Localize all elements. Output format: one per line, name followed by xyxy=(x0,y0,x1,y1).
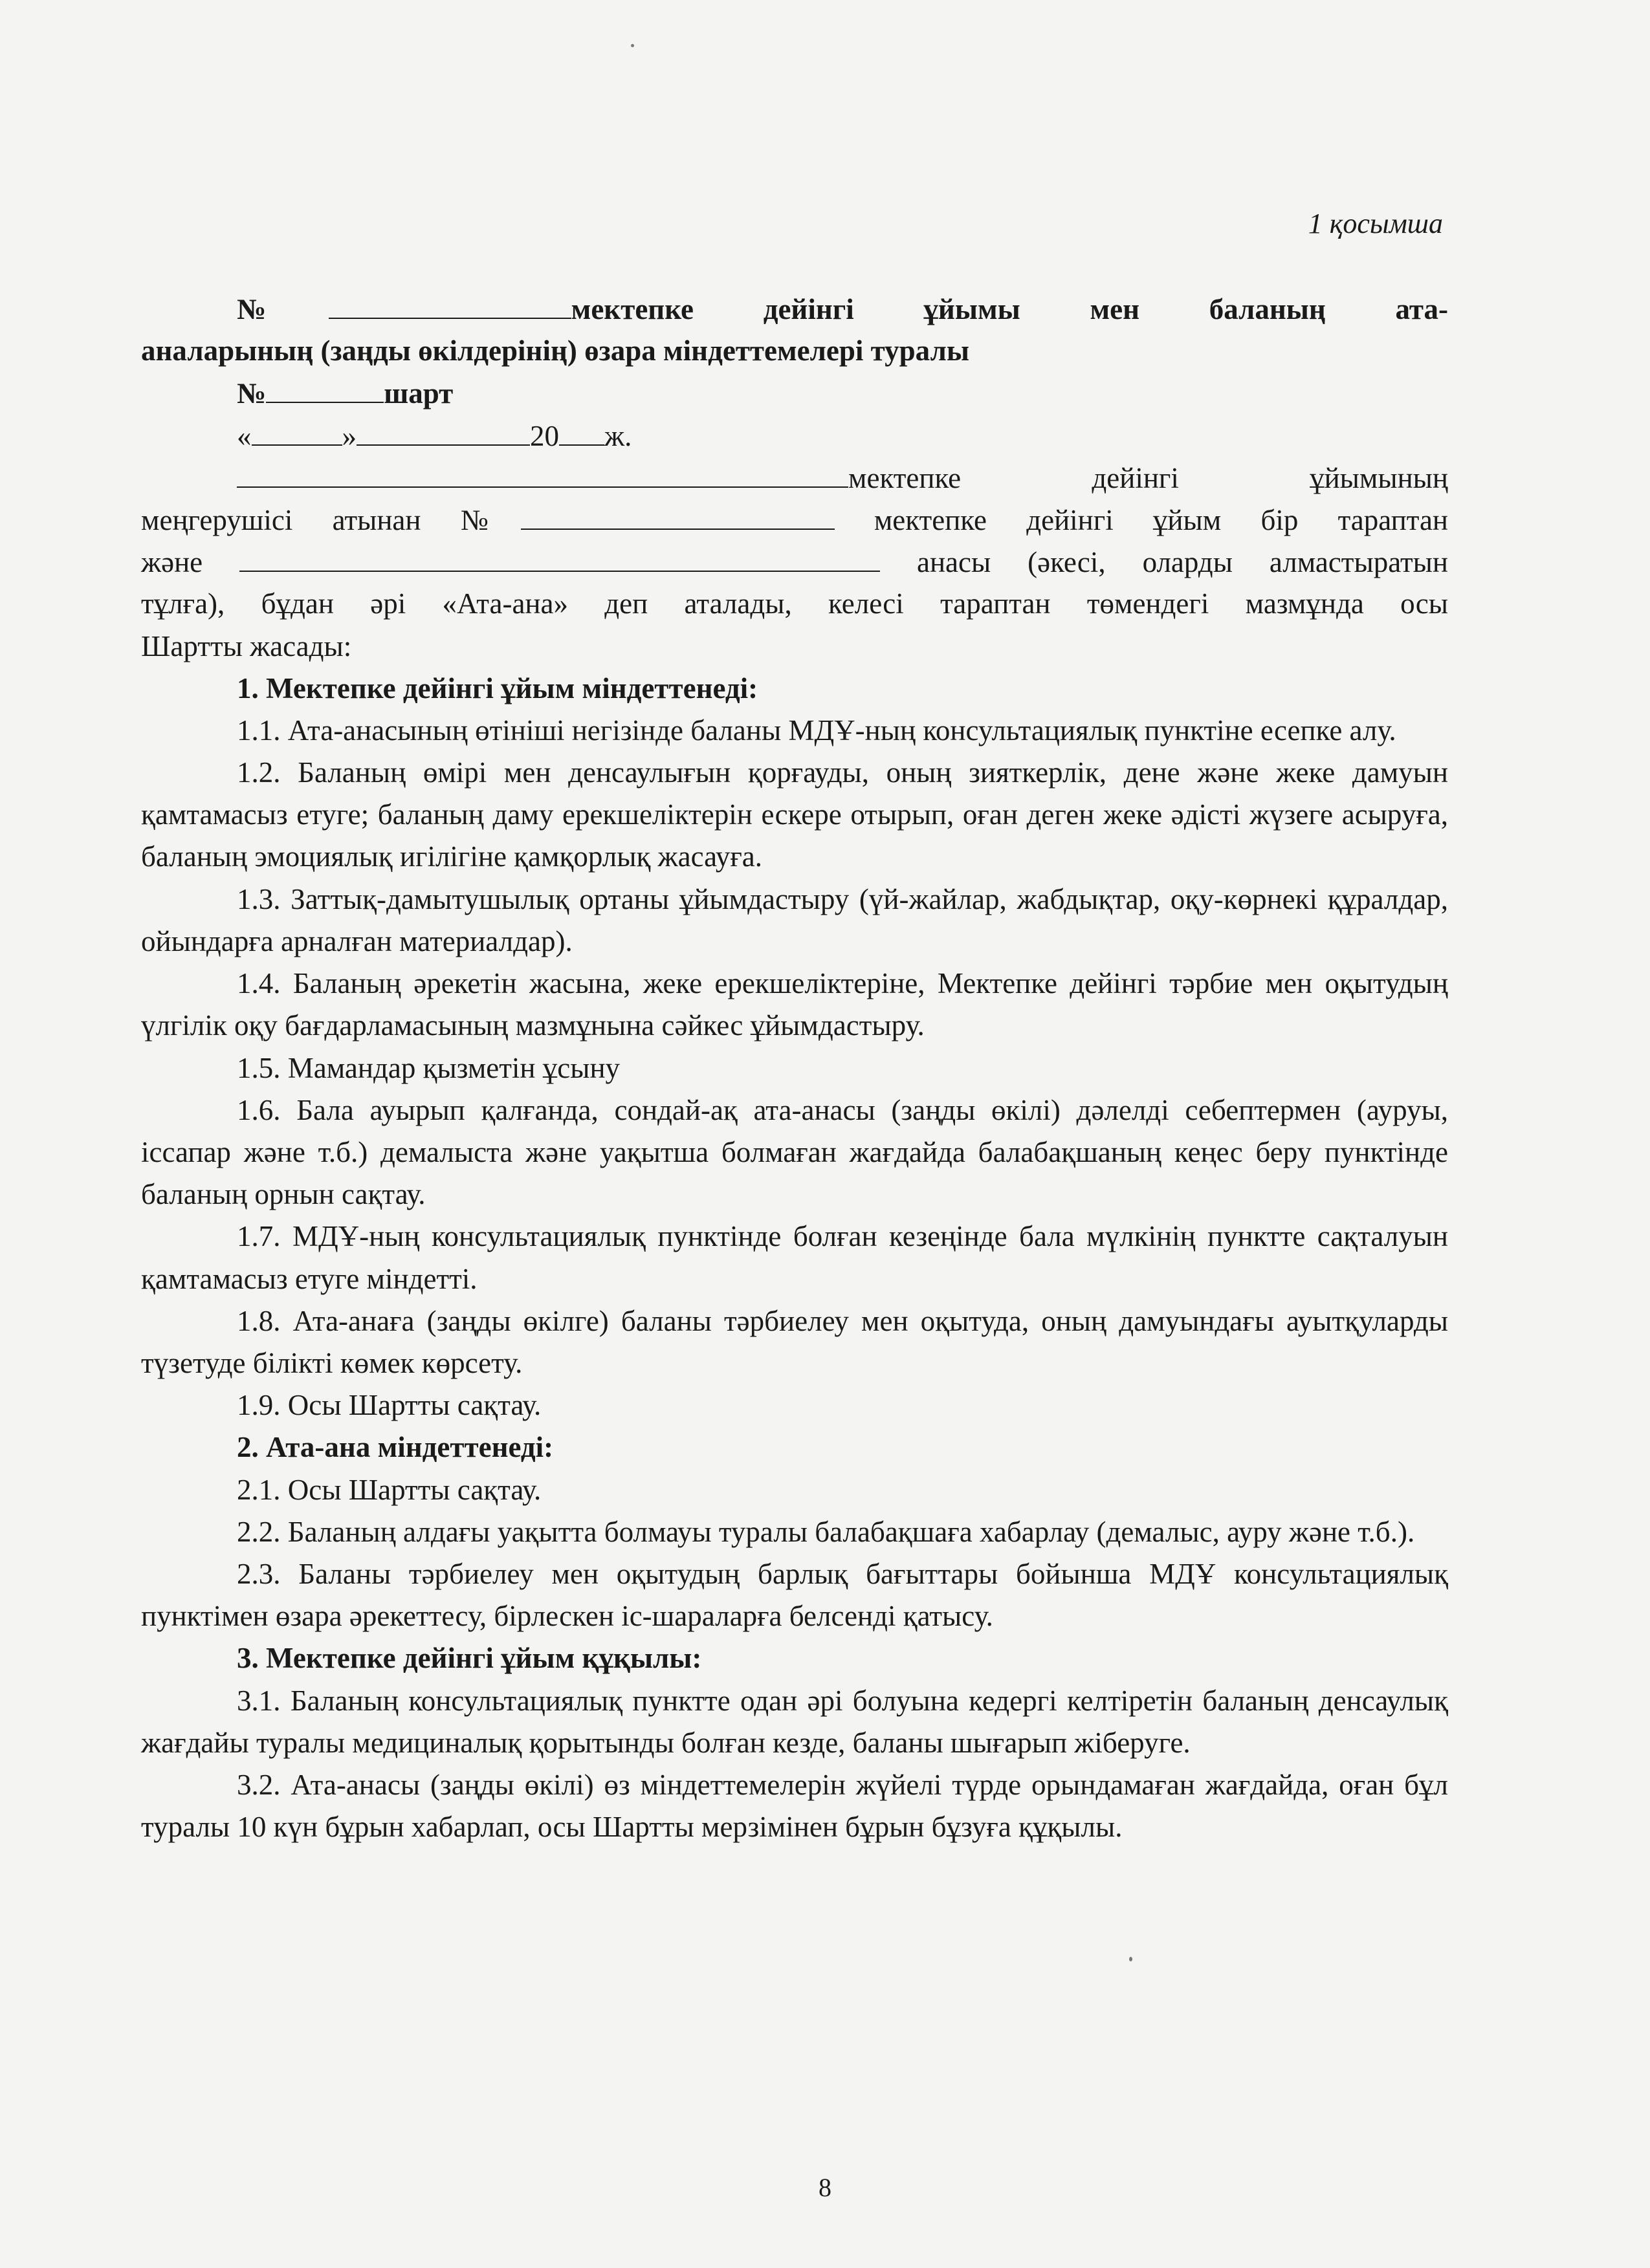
contract-number-line xyxy=(141,372,1448,414)
clause-1-8: 1.8. Ата-анаға (заңды өкілге) баланы тәрбиелеу мен оқытуда, оның дамуындағы ауытқуларды түзетуде білікті көмек көрсету. xyxy=(141,1304,1448,1379)
clause-1-6: 1.6. Бала ауырып қалғанда, сондай-ақ ата-анасы (заңды өкілі) дәлелді себептермен (ауруы, іссапар және т.б.) демалыста және уақытша болмаған жағдайда балабақшаның кеңес беру пунктінде баланың орнын сақтау. xyxy=(141,1093,1448,1211)
intro-line-4: тұлға), бұдан әрі «Ата-ана» деп аталады, келесі тараптан төмендегі мазмұнда осы xyxy=(141,587,1448,620)
day-blank xyxy=(252,415,342,446)
title-no-sign: № xyxy=(237,293,329,325)
intro-line-1-text: мектепке дейінгі ұйымының xyxy=(848,461,1448,494)
clause-1-2: 1.2. Баланың өмірі мен денсаулығын қорғауды, оның зияткерлік, дене және жеке дамуын қамтамасыз етуге; баланың даму ерекшеліктерін ескере отырып, оған деген жеке әдісті жүзеге асыруға, баланың эмоциялық игілігіне қамқорлық жасауға. xyxy=(141,756,1448,873)
year-suffix: ж. xyxy=(604,419,632,452)
intro-line-5: Шартты жасады: xyxy=(141,629,352,662)
attachment-label: 1 қосымша xyxy=(1308,208,1443,239)
parent-name-blank xyxy=(239,541,880,572)
scan-speck xyxy=(1129,1957,1132,1961)
intro-line-2-text-a: меңгерушісі атынан № xyxy=(141,503,521,536)
clause-1-3: 1.3. Заттық-дамытушылық ортаны ұйымдастыру (үй-жайлар, жабдықтар, оқу-көрнекі құралдар, ойындарға арналған материалдар). xyxy=(141,882,1448,957)
year-blank xyxy=(559,415,604,446)
section-2-heading: 2. Ата-ана міндеттенеді: xyxy=(237,1431,554,1464)
page-number: 8 xyxy=(819,2173,831,2202)
contract-word: шарт xyxy=(384,377,454,410)
intro-line-3-text-a: және xyxy=(141,546,240,579)
contract-body xyxy=(141,288,1448,1848)
clause-1-1: 1.1. Ата-анасының өтініші негізінде баланы МДҰ-ның консультациялық пунктіне есепке алу. xyxy=(237,714,1396,747)
date-open-quote: « xyxy=(237,419,252,452)
clause-2-1: 2.1. Осы Шартты сақтау. xyxy=(237,1473,542,1506)
intro-line-2-text-b: мектепке дейінгі ұйым бір тараптан xyxy=(834,503,1448,536)
clause-1-7: 1.7. МДҰ-ның консультациялық пунктінде болған кезеңінде бала мүлкінің пунктте сақталуын қамтамасыз етуге міндетті. xyxy=(141,1220,1448,1295)
organization-name-blank xyxy=(237,457,848,488)
intro-line-2 xyxy=(141,499,1448,541)
intro-line-1 xyxy=(141,457,1448,499)
clause-3-1: 3.1. Баланың консультациялық пунктте одан әрі болуына кедергі келтіретін баланың денсаулық жағдайы туралы медициналық қорытынды болған кезде, баланы шығарып жіберуге. xyxy=(141,1684,1448,1759)
year-prefix: 20 xyxy=(530,419,559,452)
clause-1-5: 1.5. Мамандар қызметін ұсыну xyxy=(237,1051,621,1084)
intro-line-3-text-b: анасы (әкесі, оларды алмастыратын xyxy=(880,546,1448,579)
date-line xyxy=(141,415,1448,457)
clause-3-2: 3.2. Ата-анасы (заңды өкілі) өз міндеттемелерін жүйелі түрде орындамаған жағдайда, оған бұл туралы 10 күн бұрын хабарлап, осы Шартты мерзімінен бұрын бұзуға құқылы. xyxy=(141,1768,1448,1844)
kindergarten-number-blank xyxy=(521,499,835,530)
section-1-heading: 1. Мектепке дейінгі ұйым міндеттенеді: xyxy=(237,671,758,704)
contract-no-sign: № xyxy=(237,377,267,410)
scan-speck xyxy=(631,44,634,47)
contract-number-blank xyxy=(266,372,384,403)
title-line-1-text: мектепке дейінгі ұйымы мен баланың ата- xyxy=(571,293,1448,325)
clause-1-9: 1.9. Осы Шартты сақтау. xyxy=(237,1389,542,1422)
title-line-2: аналарының (заңды өкілдерінің) өзара міндеттемелері туралы xyxy=(141,334,969,367)
date-close-quote: » xyxy=(342,419,357,452)
clause-1-4: 1.4. Баланың әрекетін жасына, жеке ерекшеліктеріне, Мектепке дейінгі тәрбие мен оқытудың үлгілік оқу бағдарламасының мазмұнына сәйкес ұйымдастыру. xyxy=(141,967,1448,1042)
clause-2-2: 2.2. Баланың алдағы уақытта болмауы туралы балабақшаға хабарлау (демалыс, ауру және т.б.). xyxy=(237,1515,1415,1548)
clause-2-3: 2.3. Баланы тәрбиелеу мен оқытудың барлық бағыттары бойынша МДҰ консультациялық пунктімен өзара әрекеттесу, бірлескен іс-шараларға белсенді қатысу. xyxy=(141,1557,1448,1633)
intro-line-3 xyxy=(141,541,1448,583)
section-3-heading: 3. Мектепке дейінгі ұйым құқылы: xyxy=(237,1642,702,1675)
organization-number-blank xyxy=(329,288,571,319)
title-line-1 xyxy=(141,288,1448,330)
month-blank xyxy=(357,415,530,446)
